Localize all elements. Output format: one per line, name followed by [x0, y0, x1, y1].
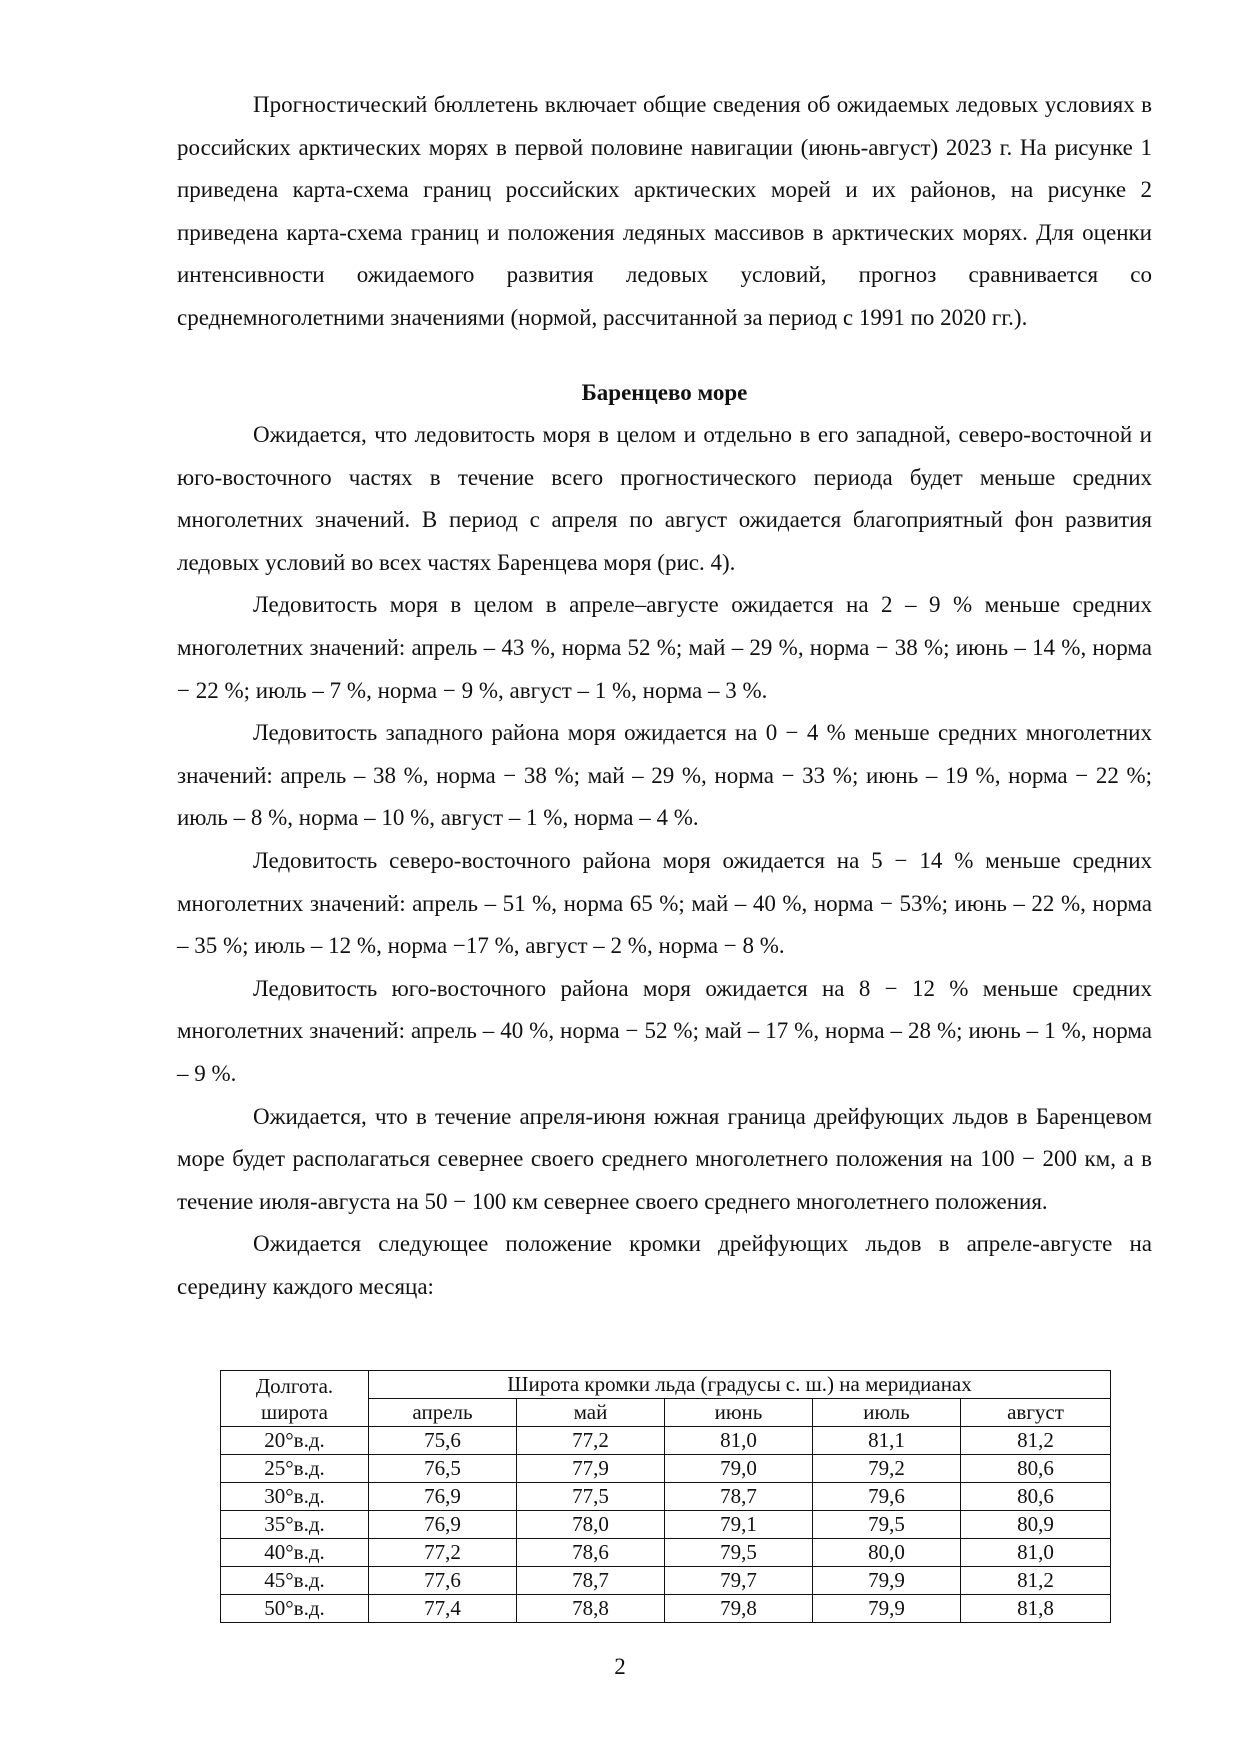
- paragraph: Ожидается, что ледовитость моря в целом и отдельно в его западной, северо-восточной и юго-восточного частях в течение всего прогностического периода будет меньше средних многолетних значений. В период с апреля по август ожидается благоприятный фон развития ледовых условий во всех частях Баренцева моря (рис. 4).: [177, 422, 1152, 575]
- latitude-cell: 79,5: [813, 1511, 961, 1539]
- latitude-cell: 77,9: [517, 1455, 665, 1483]
- table-row: [221, 1483, 1111, 1511]
- latitude-cell: 81,1: [813, 1427, 961, 1455]
- latitude-cell: 79,0: [665, 1455, 813, 1483]
- table-header-row: [221, 1371, 1111, 1399]
- paragraph: Ледовитость северо-восточного района моря ожидается на 5 − 14 % меньше средних многолетних значений: апрель – 51 %, норма 65 %; май – 40 %, норма − 53%; июнь – 22 %, норма – 35 %; июль – 12 %, норма −17 %, август – 2 %, норма − 8 %.: [177, 847, 1152, 959]
- corner-header-line2: широта: [261, 1399, 328, 1424]
- latitude-cell: 77,2: [369, 1539, 517, 1567]
- corner-header-line1: Долгота.: [255, 1373, 334, 1398]
- table-row: [221, 1427, 1111, 1455]
- latitude-cell: 81,8: [961, 1595, 1111, 1623]
- latitude-cell: 78,6: [517, 1539, 665, 1567]
- latitude-cell: 76,9: [369, 1511, 517, 1539]
- ice-edge-table-wrapper: [220, 1370, 1110, 1623]
- month-header: май: [517, 1399, 665, 1427]
- latitude-cell: 77,5: [517, 1483, 665, 1511]
- corner-header: [221, 1371, 369, 1427]
- latitude-cell: 78,7: [517, 1567, 665, 1595]
- latitude-cell: 79,9: [813, 1595, 961, 1623]
- latitude-cell: 81,2: [961, 1567, 1111, 1595]
- latitude-cell: 79,5: [665, 1539, 813, 1567]
- group-header: Широта кромки льда (градусы с. ш.) на меридианах: [369, 1371, 1111, 1399]
- latitude-cell: 79,2: [813, 1455, 961, 1483]
- latitude-cell: 75,6: [369, 1427, 517, 1455]
- longitude-cell: 25°в.д.: [221, 1455, 369, 1483]
- longitude-cell: 50°в.д.: [221, 1595, 369, 1623]
- latitude-cell: 76,5: [369, 1455, 517, 1483]
- longitude-cell: 20°в.д.: [221, 1427, 369, 1455]
- table-row: [221, 1511, 1111, 1539]
- paragraph: Ледовитость моря в целом в апреле–августе ожидается на 2 – 9 % меньше средних многолетних значений: апрель – 43 %, норма 52 %; май – 29 %, норма − 38 %; июнь – 14 %, норма − 22 %; июль – 7 %, норма − 9 %, август – 1 %, норма – 3 %.: [177, 592, 1152, 703]
- latitude-cell: 81,0: [961, 1539, 1111, 1567]
- latitude-cell: 77,4: [369, 1595, 517, 1623]
- section-heading: Баренцево море: [581, 380, 748, 405]
- latitude-cell: 80,0: [813, 1539, 961, 1567]
- intro-block: [177, 84, 1152, 340]
- latitude-cell: 79,8: [665, 1595, 813, 1623]
- intro-paragraph: Прогностический бюллетень включает общие сведения об ожидаемых ледовых условиях в российских арктических морях в первой половине навигации (июнь-август) 2023 г. На рисунке 1 приведена карта-схема границ российских арктических морей и их районов, на рисунке 2 приведена карта-схема границ и положения ледяных массивов в арктических морях. Для оценки интенсивности ожидаемого развития ледовых условий, прогноз сравнивается со среднемноголетними значениями (нормой, рассчитанной за период с 1991 по 2020 гг.).: [177, 92, 1152, 330]
- latitude-cell: 80,6: [961, 1483, 1111, 1511]
- latitude-cell: 79,1: [665, 1511, 813, 1539]
- latitude-cell: 78,7: [665, 1483, 813, 1511]
- month-header: август: [961, 1399, 1111, 1427]
- longitude-cell: 40°в.д.: [221, 1539, 369, 1567]
- latitude-cell: 81,0: [665, 1427, 813, 1455]
- paragraph: Ледовитость западного района моря ожидается на 0 − 4 % меньше средних многолетних значений: апрель – 38 %, норма − 38 %; май – 29 %, норма − 33 %; июнь – 19 %, норма − 22 %; июль – 8 %, норма – 10 %, август – 1 %, норма – 4 %.: [177, 720, 1152, 831]
- latitude-cell: 77,6: [369, 1567, 517, 1595]
- latitude-cell: 80,9: [961, 1511, 1111, 1539]
- table-row: [221, 1455, 1111, 1483]
- page-number: 2: [614, 1654, 626, 1679]
- longitude-cell: 35°в.д.: [221, 1511, 369, 1539]
- month-header: апрель: [369, 1399, 517, 1427]
- paragraph: Ледовитость юго-восточного района моря ожидается на 8 − 12 % меньше средних многолетних значений: апрель – 40 %, норма − 52 %; май – 17 %, норма – 28 %; июнь – 1 %, норма – 9 %.: [177, 975, 1152, 1086]
- paragraph: Ожидается следующее положение кромки дрейфующих льдов в апреле-августе на середину каждого месяца:: [177, 1231, 1152, 1299]
- longitude-cell: 45°в.д.: [221, 1567, 369, 1595]
- table-row: [221, 1595, 1111, 1623]
- latitude-cell: 81,2: [961, 1427, 1111, 1455]
- ice-edge-table: [220, 1370, 1111, 1623]
- latitude-cell: 80,6: [961, 1455, 1111, 1483]
- latitude-cell: 78,8: [517, 1595, 665, 1623]
- table-row: [221, 1567, 1111, 1595]
- longitude-cell: 30°в.д.: [221, 1483, 369, 1511]
- month-header: июнь: [665, 1399, 813, 1427]
- paragraph: Ожидается, что в течение апреля-июня южная граница дрейфующих льдов в Баренцевом море будет располагаться севернее своего среднего многолетнего положения на 100 − 200 км, а в течение июля-августа на 50 − 100 км севернее своего среднего многолетнего положения.: [177, 1103, 1152, 1214]
- latitude-cell: 77,2: [517, 1427, 665, 1455]
- month-header: июль: [813, 1399, 961, 1427]
- table-row: [221, 1539, 1111, 1567]
- latitude-cell: 79,6: [813, 1483, 961, 1511]
- latitude-cell: 78,0: [517, 1511, 665, 1539]
- section-body: [177, 414, 1152, 1308]
- latitude-cell: 79,9: [813, 1567, 961, 1595]
- latitude-cell: 76,9: [369, 1483, 517, 1511]
- latitude-cell: 79,7: [665, 1567, 813, 1595]
